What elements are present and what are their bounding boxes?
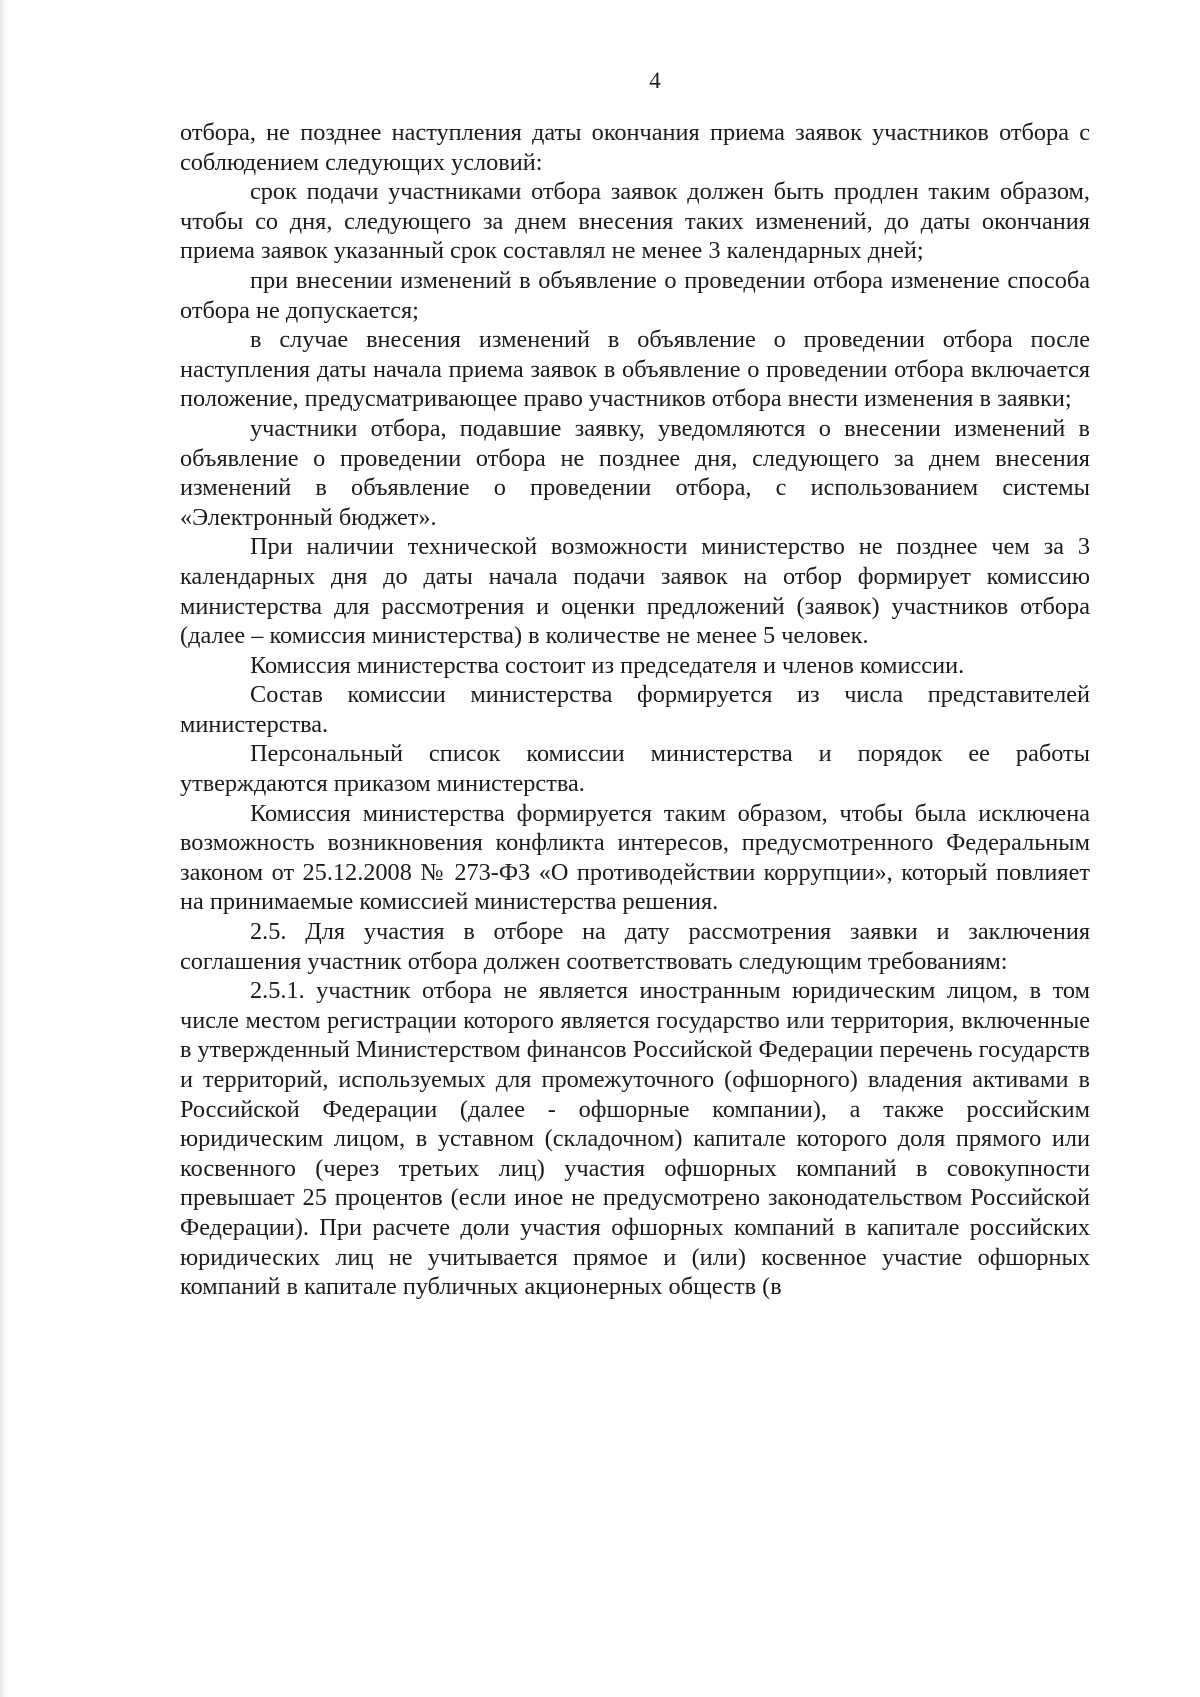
- paragraph-changes-after-start: в случае внесения изменений в объявление о проведении отбора после наступления даты начала приема заявок в объявление о проведении отбора включается положение, предусматривающее право участников отбора внести изменения в заявки;: [180, 326, 1090, 413]
- paragraph-commission-list: Персональный список комиссии министерства и порядок ее работы утверждаются приказом министерства.: [180, 740, 1090, 798]
- document-body: [180, 118, 1090, 1302]
- paragraph-participant-notice: участники отбора, подавшие заявку, уведомляются о внесении изменений в объявление о проведении отбора не позднее дня, следующего за днем внесения изменений в объявление о проведении отбора, с использованием системы «Электронный бюджет».: [180, 414, 1090, 531]
- page-number: 4: [649, 68, 661, 93]
- paragraph-section-2-5-1: 2.5.1. участник отбора не является иностранным юридическим лицом, в том числе местом регистрации которого является государство или территория, включенные в утвержденный Министерством финансов Российской Федерации перечень государств и территорий, используемых для промежуточного (офшорного) владения активами в Российской Федерации (далее - офшорные компании), а также российским юридическим лицом, в уставном (складочном) капитале которого доля прямого или косвенного (через третьих лиц) участия офшорных компаний в совокупности превышает 25 процентов (если иное не предусмотрено законодательством Российской Федерации). При расчете доли участия офшорных компаний в капитале российских юридических лиц не учитывается прямое и (или) косвенное участие офшорных компаний в капитале публичных акционерных обществ (в: [180, 977, 1090, 1301]
- paragraph-commission-members: Комиссия министерства состоит из председателя и членов комиссии.: [250, 651, 965, 679]
- paragraph-continuation: отбора, не позднее наступления даты окончания приема заявок участников отбора с соблюдением следующих условий:: [180, 119, 1090, 176]
- paragraph-commission-composition: Состав комиссии министерства формируется из числа представителей министерства.: [180, 681, 1090, 738]
- paragraph-method-change: при внесении изменений в объявление о проведении отбора изменение способа отбора не допускается;: [180, 266, 1090, 324]
- paragraph-conflict-of-interest: Комиссия министерства формируется таким образом, чтобы была исключена возможность возникновения конфликта интересов, предусмотренного Федеральным законом от 25.12.2008 № 273-ФЗ «О противодействии коррупции», который повлияет на принимаемые комиссией министерства решения.: [180, 799, 1090, 916]
- paragraph-deadline-extension: срок подачи участниками отбора заявок должен быть продлен таким образом, чтобы со дня, следующего за днем внесения таких изменений, до даты окончания приема заявок указанный срок составлял не менее 3 календарных дней;: [180, 178, 1090, 265]
- paragraph-section-2-5: 2.5. Для участия в отборе на дату рассмотрения заявки и заключения соглашения участник отбора должен соответствовать следующим требованиям:: [180, 918, 1090, 975]
- scan-binding-edge: [0, 0, 6, 1697]
- paragraph-commission-forming: При наличии технической возможности министерство не позднее чем за 3 календарных дня до даты начала подачи заявок на отбор формирует комиссию министерства для рассмотрения и оценки предложений (заявок) участников отбора (далее – комиссия министерства) в количестве не менее 5 человек.: [180, 533, 1090, 650]
